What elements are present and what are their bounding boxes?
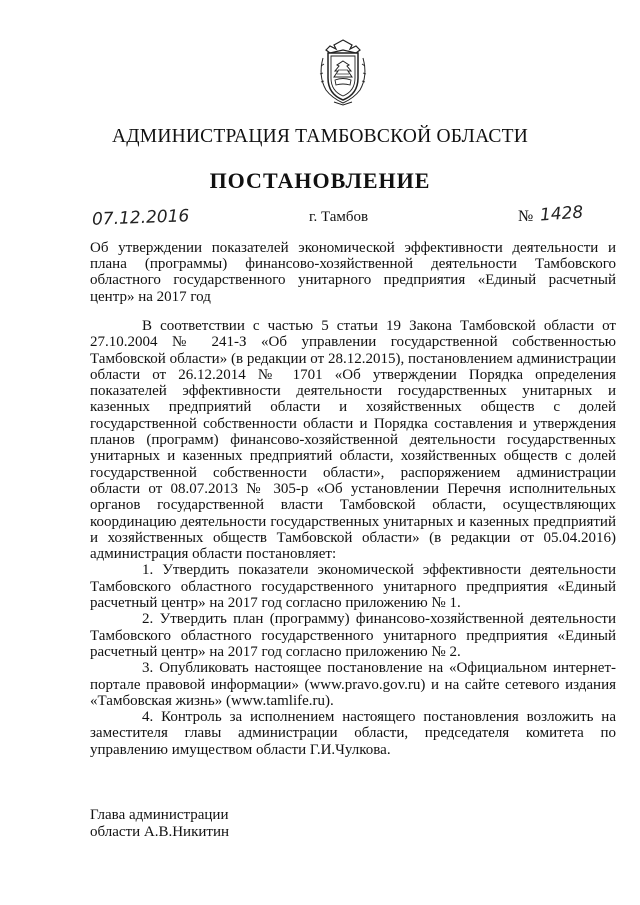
signature-name: области А.В.Никитин bbox=[90, 824, 230, 840]
document-number-label: № bbox=[518, 208, 534, 225]
document-subject: Об утверждении показателей экономической эффективности деятельности и плана (программы) финансово-хозяйственной деятельности Тамбовского областного государственного унитарного предприятия «Единый расчетный центр» на 2017 год bbox=[90, 240, 616, 305]
decree-item-2: 2. Утвердить план (программу) финансово-хозяйственной деятельности Тамбовского областного государственного унитарного предприятия «Единый расчетный центр» на 2017 год согласно приложению № 2. bbox=[90, 611, 616, 660]
signature-position: Глава администрации bbox=[90, 807, 229, 823]
decree-item-1: 1. Утвердить показатели экономической эффективности деятельности Тамбовского областного государственного унитарного предприятия «Единый расчетный центр» на 2017 год согласно приложению № 1. bbox=[90, 562, 616, 612]
decree-item-3: 3. Опубликовать настоящее постановление на «Официальном интернет-портале правовой информации» (www.pravo.gov.ru) и на сайте сетевого издания «Тамбовская жизнь» (www.tamlife.ru). bbox=[90, 660, 616, 709]
document-type-title: ПОСТАНОВЛЕНИЕ bbox=[209, 168, 431, 193]
document-date: 07.12.2016 bbox=[91, 206, 190, 230]
document-city: г. Тамбов bbox=[309, 209, 369, 225]
decree-item-4: 4. Контроль за исполнением настоящего постановления возложить на заместителя главы администрации области, председателя комитета по управлению имуществом области Г.И.Чулкова. bbox=[90, 709, 616, 758]
coat-of-arms-icon bbox=[312, 36, 374, 106]
document-body bbox=[90, 318, 616, 758]
document-number: 1428 bbox=[539, 202, 584, 226]
organization-title: АДМИНИСТРАЦИЯ ТАМБОВСКОЙ ОБЛАСТИ bbox=[112, 126, 528, 147]
signature-block bbox=[90, 807, 229, 841]
preamble-paragraph: В соответствии с частью 5 статьи 19 Закона Тамбовской области от 27.10.2004 № 241-З «Об управлении государственной собственностью Тамбовской области» (в редакции от 28.12.2015), постановлением администрации области от 26.12.2014 № 1701 «Об утверждении Порядка определения показателей эффективности деятельности государственных унитарных и казенных предприятий области и хозяйственных обществ с долей государственной собственности области и Порядка составления и утверждения планов (программ) финансово-хозяйственной деятельности государственных унитарных и казенных предприятий области, хозяйственных обществ с долей государственной собственности области», распоряжением администрации области от 08.07.2013 № 305-р «Об установлении Перечня исполнительных органов государственной власти Тамбовской области, осуществляющих координацию деятельности государственных унитарных и казенных предприятий и хозяйственных обществ Тамбовской области» (в редакции от 05.04.2016) администрация области постановляет: bbox=[90, 318, 616, 563]
